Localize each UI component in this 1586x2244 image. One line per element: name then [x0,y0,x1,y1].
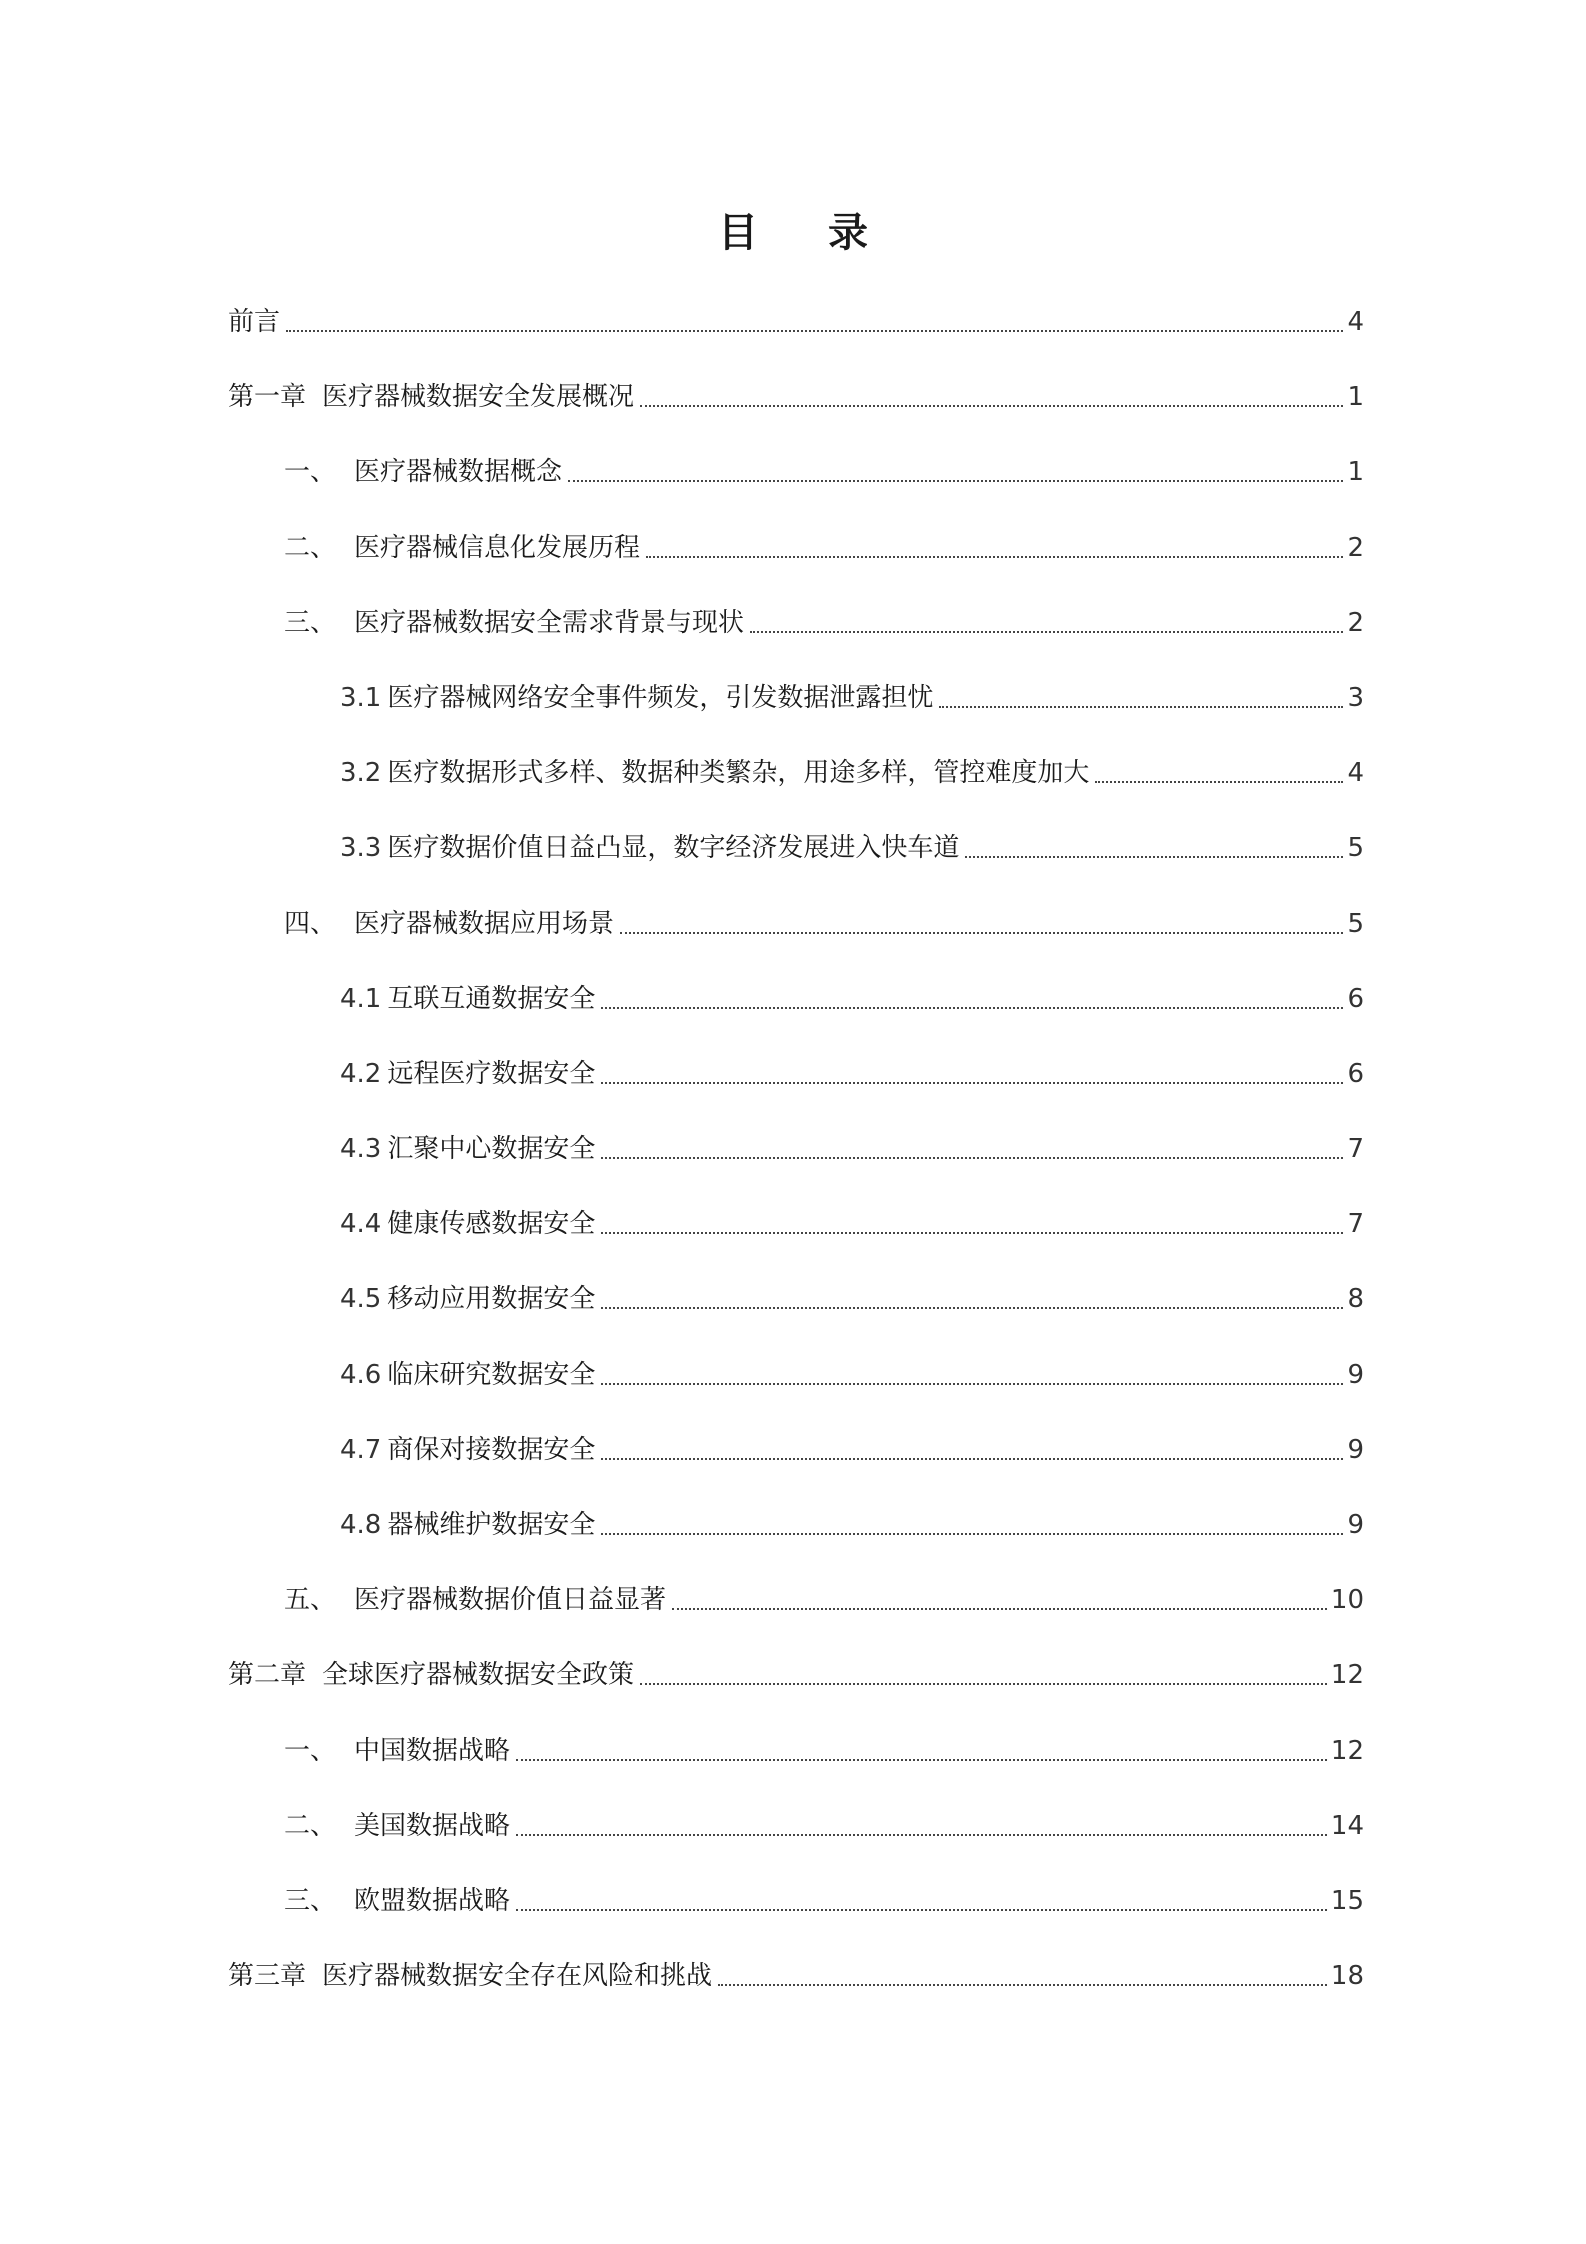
toc-entry-row [340,1430,1364,1470]
toc-entry[interactable] [0,302,1586,377]
toc-dot-leader [516,1758,1327,1761]
toc-dot-leader [1095,780,1343,783]
toc-entry-row [340,1279,1364,1319]
toc-entry-title: 健康传感数据安全 [387,1209,596,1240]
toc-entry-row [284,1580,1364,1620]
toc-entry[interactable] [0,1430,1586,1505]
toc-entry-row [340,1505,1364,1545]
toc-entry[interactable] [0,1129,1586,1204]
toc-page-number: 15 [1330,1885,1364,1916]
toc-entry[interactable] [0,528,1586,603]
toc-entry-row [228,1956,1364,1996]
toc-entry-row [340,753,1364,793]
toc-entry-row [228,377,1364,417]
toc-dot-leader [516,1833,1327,1836]
toc-entry-number: 三、 [284,607,337,638]
toc-entry-row [284,452,1364,492]
toc-entry-number: 第二章 [228,1660,307,1691]
toc-entry[interactable] [0,452,1586,527]
toc-entry-number: 4.4 [340,1209,382,1240]
toc-entry-title: 美国数据战略 [354,1810,511,1841]
toc-entry-number: 二、 [284,1810,337,1841]
toc-entry[interactable] [0,753,1586,828]
toc-page-number: 1 [1347,457,1364,488]
toc-entry[interactable] [0,1580,1586,1655]
toc-dot-leader [601,1382,1343,1385]
toc-entry-title: 医疗数据形式多样、数据种类繁杂，用途多样，管控难度加大 [387,758,1090,789]
toc-dot-leader [601,1156,1343,1159]
toc-entry-number: 二、 [284,532,337,563]
toc-page-number: 4 [1347,758,1364,789]
toc-entry-number: 4.1 [340,983,382,1014]
toc-entry-number: 4.3 [340,1134,382,1165]
toc-entry-title: 器械维护数据安全 [387,1510,596,1540]
toc-entry-title: 远程医疗数据安全 [387,1058,596,1089]
toc-page-number: 12 [1330,1735,1364,1766]
toc-page-number: 2 [1347,607,1364,638]
toc-page-number: 18 [1330,1961,1364,1992]
toc-page-number: 9 [1347,1434,1364,1465]
toc-entry-row [284,528,1364,568]
toc-title: 目 录 [718,210,896,256]
toc-entry-number: 4.5 [340,1284,382,1315]
toc-entry-title: 医疗器械数据概念 [354,457,563,488]
toc-entry-row [340,979,1364,1019]
toc-entry[interactable] [0,1806,1586,1881]
toc-entry-title: 医疗器械数据安全需求背景与现状 [354,607,745,638]
toc-dot-leader [965,855,1343,858]
toc-entry-title: 医疗器械信息化发展历程 [354,532,641,563]
toc-dot-leader [750,630,1343,633]
toc-entry-title: 移动应用数据安全 [387,1284,596,1315]
toc-dot-leader [646,555,1343,558]
toc-page-number: 6 [1347,983,1364,1014]
toc-entry-row [228,302,1364,342]
toc-entry-row [340,1054,1364,1094]
toc-entry-number: 五、 [284,1585,337,1616]
toc-entry[interactable] [0,1731,1586,1806]
toc-page-number: 7 [1347,1209,1364,1240]
toc-entry-title: 医疗器械数据安全发展概况 [322,382,635,413]
toc-entry-number: 4.6 [340,1359,382,1390]
toc-page-number: 5 [1347,833,1364,864]
toc-entry-title: 医疗器械数据应用场景 [354,908,615,939]
toc-entry[interactable] [0,828,1586,903]
toc-page-number: 10 [1330,1585,1364,1616]
toc-page-number: 2 [1347,532,1364,563]
toc-entry-row [284,603,1364,643]
toc-page-number: 14 [1330,1810,1364,1841]
toc-dot-leader [601,1532,1343,1535]
toc-entry[interactable] [0,1279,1586,1354]
toc-entry-number: 第三章 [228,1961,307,1992]
toc-dot-leader [601,1081,1343,1084]
toc-entry[interactable] [0,1054,1586,1129]
toc-entry-title: 前言 [228,307,281,337]
toc-dot-leader [620,931,1343,934]
toc-entry-number: 4.2 [340,1058,382,1089]
toc-dot-leader [568,479,1343,482]
toc-page-number: 9 [1347,1510,1364,1540]
toc-page-number: 6 [1347,1058,1364,1089]
toc-entry-title: 全球医疗器械数据安全政策 [322,1660,635,1691]
toc-entry-title: 医疗器械网络安全事件频发，引发数据泄露担忧 [387,682,934,713]
toc-entry-number: 三、 [284,1885,337,1916]
toc-page-number: 5 [1347,908,1364,939]
toc-entry-title: 汇聚中心数据安全 [387,1134,596,1165]
toc-entry-title: 医疗器械数据价值日益显著 [354,1585,667,1616]
toc-dot-leader [286,329,1343,332]
toc-dot-leader [601,1457,1343,1460]
toc-dot-leader [939,705,1343,708]
toc-page-number: 7 [1347,1134,1364,1165]
toc-entry-number: 一、 [284,1735,337,1766]
toc-entry-title: 医疗数据价值日益凸显，数字经济发展进入快车道 [387,833,960,864]
toc-entry[interactable] [0,1881,1586,1956]
toc-entry-row [284,1881,1364,1921]
toc-entry-title: 欧盟数据战略 [354,1885,511,1916]
toc-entry[interactable] [0,1956,1586,2031]
toc-page-number: 4 [1347,307,1364,337]
toc-entry-number: 4.7 [340,1434,382,1465]
toc-entry[interactable] [0,377,1586,452]
toc-entry-title: 医疗器械数据安全存在风险和挑战 [322,1961,713,1992]
toc-entry-number: 一、 [284,457,337,488]
toc-entry[interactable] [0,904,1586,979]
toc-entry-number: 3.1 [340,682,382,713]
toc-page-number: 9 [1347,1359,1364,1390]
toc-entry-number: 3.2 [340,758,382,789]
toc-entry-row [340,1204,1364,1244]
toc-dot-leader [718,1983,1327,1986]
toc-entry[interactable] [0,1505,1586,1580]
toc-dot-leader [640,1682,1327,1685]
toc-entry-row [228,1655,1364,1695]
toc-entry[interactable] [0,1355,1586,1430]
toc-entry[interactable] [0,603,1586,678]
toc-entry-title: 互联互通数据安全 [387,983,596,1014]
toc-dot-leader [601,1231,1343,1234]
toc-dot-leader [601,1306,1343,1309]
toc-entry-number: 4.8 [340,1510,382,1540]
toc-entry-title: 临床研究数据安全 [387,1359,596,1390]
toc-entry[interactable] [0,1655,1586,1730]
toc-entry-row [340,678,1364,718]
toc-page-number: 1 [1347,382,1364,413]
toc-entry-row [284,1806,1364,1846]
toc-dot-leader [672,1607,1327,1610]
toc-entry-number: 3.3 [340,833,382,864]
toc-entry-title: 商保对接数据安全 [387,1434,596,1465]
toc-entry-title: 中国数据战略 [354,1735,511,1766]
toc-page-number: 3 [1347,682,1364,713]
toc-entry-number: 第一章 [228,382,307,413]
toc-dot-leader [640,404,1343,407]
toc-entry-row [284,904,1364,944]
table-of-contents [0,302,1586,2031]
toc-dot-leader [601,1006,1343,1009]
toc-entry-row [340,1355,1364,1395]
toc-entry[interactable] [0,979,1586,1054]
toc-page-number: 12 [1330,1660,1364,1691]
toc-entry-row [340,828,1364,868]
toc-entry[interactable] [0,1204,1586,1279]
toc-page-number: 8 [1347,1284,1364,1315]
toc-entry-row [340,1129,1364,1169]
toc-entry-number: 四、 [284,908,337,939]
toc-dot-leader [516,1908,1327,1911]
toc-entry-row [284,1731,1364,1771]
toc-entry[interactable] [0,678,1586,753]
